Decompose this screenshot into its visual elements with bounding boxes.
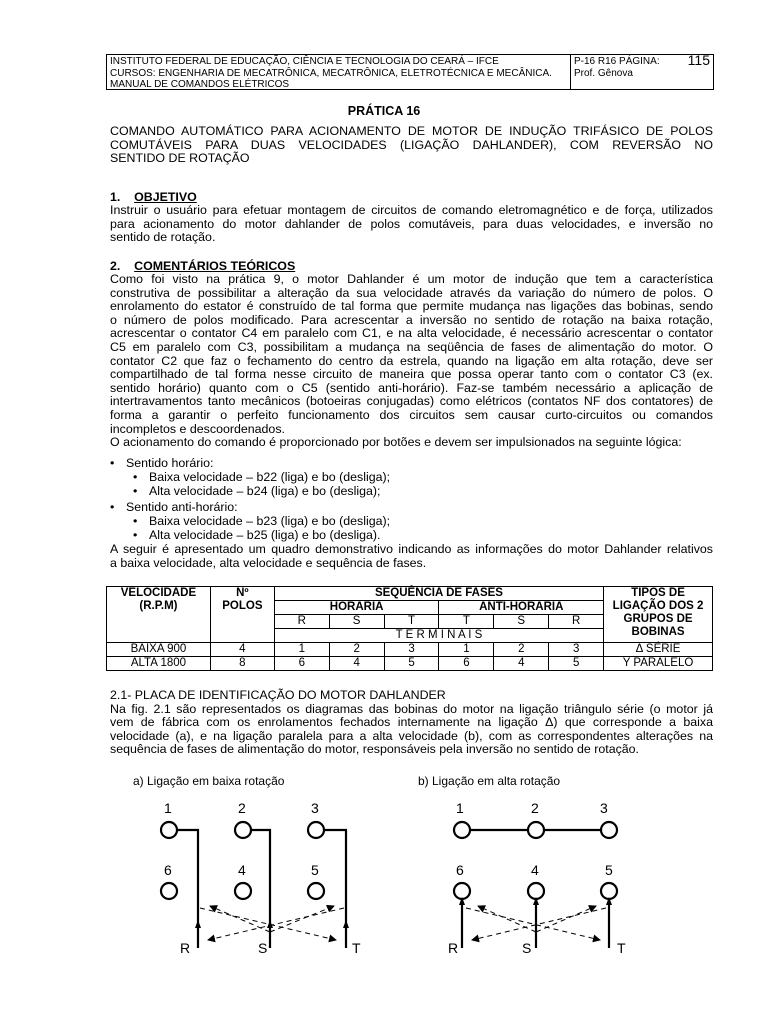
- paragraph-line: A seguir é apresentado um quadro demonstrativo indicando as informações do motor Dahlander relativos: [110, 542, 713, 556]
- table-cell: 3: [384, 643, 439, 657]
- terminal-circle: [528, 883, 544, 899]
- section-number: 2.: [110, 259, 121, 273]
- terminal-label: 2: [238, 800, 246, 816]
- terminal-label: 6: [456, 862, 464, 878]
- paragraph-line: enrolamento do estator é construído de tal forma que permite mudança nas ligações das bobinas, sendo: [110, 299, 713, 314]
- header-text: POLOS: [222, 600, 263, 612]
- terminal-label: 5: [311, 862, 319, 878]
- header-sequencia: SEQUÊNCIA DE FASES: [274, 587, 603, 601]
- paragraph-line: construtiva de possibilitar a alteração da sua velocidade através da variação do número de polos. O: [110, 285, 713, 300]
- table-cell: 5: [549, 657, 604, 671]
- subtitle-line: SENTIDO DE ROTAÇÃO: [110, 151, 250, 166]
- paragraph-line: forma a garantir o perfeito funcionamento dos circuitos sem causar curto-circuitos ou comandos: [110, 407, 713, 422]
- paragraph-line: sentido de rotação.: [110, 230, 216, 245]
- terminal-circle: [528, 822, 544, 838]
- list-item: • Baixa velocidade – b23 (liga) e bo (desliga);: [133, 515, 390, 529]
- terminal-label: 1: [164, 800, 172, 816]
- terminal-label: 3: [311, 800, 319, 816]
- header-text: TIPOS DE: [631, 587, 685, 599]
- terminal-label: 4: [238, 862, 246, 878]
- terminal-circle: [235, 822, 251, 838]
- table-cell: 4: [494, 657, 549, 671]
- table-cell: 6: [274, 657, 329, 671]
- phase-cell: T: [384, 615, 439, 629]
- institution-line: INSTITUTO FEDERAL DE EDUCAÇÃO, CIÊNCIA E TECNOLOGIA DO CEARÁ – IFCE: [110, 56, 499, 67]
- table-cell: 3: [549, 643, 604, 657]
- table-cell: 1: [439, 643, 494, 657]
- paragraph-line: contator C2 que faz o fechamento do centro da estrela, quando na ligação em alta rotação, deve ser: [110, 353, 713, 368]
- document-code: P-16 R16 PÁGINA:: [574, 56, 660, 67]
- phase-cell: S: [494, 615, 549, 629]
- list-item: • Alta velocidade – b24 (liga) e bo (desliga);: [133, 485, 390, 499]
- courses-line: CURSOS: ENGENHARIA DE MECATRÔNICA, MECATRÔNICA, ELETROTÉCNICA E MECÂNICA.: [110, 67, 552, 79]
- header-text: LIGAÇÃO DOS 2: [612, 600, 704, 612]
- feed-line-t: [324, 830, 346, 948]
- terminal-circle: [454, 883, 470, 899]
- terminal-circle: [235, 883, 251, 899]
- paragraph-line: para acionamento do motor dahlander de polos comutáveis, para duas velocidades, e inversão no: [110, 216, 713, 231]
- list-item: • Sentido horário:: [110, 457, 213, 471]
- paragraph-line: Instruir o usuário para efetuar montagem de circuitos de comando eletromagnético e de força, utilizados: [110, 203, 713, 217]
- table-cell: 2: [494, 643, 549, 657]
- table-cell: 4: [210, 643, 274, 657]
- terminal-circle: [454, 822, 470, 838]
- paragraph-line: O acionamento do comando é proporcionado por botões e devem ser impulsionados na seguinte lógica:: [110, 435, 682, 450]
- terminal-label: 2: [531, 800, 539, 816]
- phase-label: R: [180, 940, 191, 956]
- terminal-circle: [161, 822, 177, 838]
- table-cell: ALTA 1800: [107, 657, 211, 671]
- phase-cell: T: [439, 615, 494, 629]
- paragraph-line: o número de polos modificado. Para acrescentar a inversão no sentido de rotação na baixa rotação,: [110, 312, 713, 327]
- table-cell: 1: [274, 643, 329, 657]
- paragraph-line: incompletos e descoordenados.: [110, 421, 285, 436]
- paragraph-line: intertravamentos tanto mecânicos (botoeiras conjugadas) como elétricos (contatos NF dos contatores) de: [110, 394, 713, 409]
- figure-a-label: a) Ligação em baixa rotação: [133, 774, 285, 788]
- terminal-label: 4: [531, 862, 539, 878]
- header-horaria: HORARIA: [274, 601, 439, 615]
- terminal-label: 3: [600, 800, 608, 816]
- phase-cell: S: [329, 615, 384, 629]
- paragraph-line: sentido horário) quanto com o C5 (sentido anti-horário). Faz-se também necessário a aplicação de: [110, 380, 713, 395]
- terminal-circle: [308, 822, 324, 838]
- paragraph-line: velocidade (a), e na ligação paralela para a alta velocidade (b), com as correspondentes alterações na: [110, 728, 713, 743]
- phase-label: T: [617, 940, 626, 956]
- table-cell: BAIXA 900: [107, 643, 211, 657]
- author: Prof. Gênova: [574, 67, 633, 79]
- paragraph-line: acrescentar o contator C4 em paralelo com C1, e na alta velocidade, é necessário acrescentar o contator: [110, 326, 713, 341]
- section-title: COMENTÁRIOS TEÓRICOS: [134, 259, 296, 273]
- table-cell: Δ SÉRIE: [604, 643, 713, 657]
- figure-b-label: b) Ligação em alta rotação: [418, 774, 561, 788]
- terminal-circle: [308, 883, 324, 899]
- terminal-label: 5: [605, 862, 613, 878]
- terminal-label: 1: [456, 800, 464, 816]
- subtitle-line: COMUTÁVEIS PARA DUAS VELOCIDADES (LIGAÇÃO DAHLANDER), COM REVERSÃO NO: [110, 137, 713, 152]
- terminal-circle: [601, 883, 617, 899]
- table-cell: 6: [439, 657, 494, 671]
- page-title: PRÁTICA 16: [347, 104, 421, 118]
- section-title: OBJETIVO: [134, 190, 197, 204]
- phase-label: S: [258, 940, 268, 956]
- paragraph-line: compartilhado de tal forma nesse circuito de maneira que possa operar tanto com o contator C3 (ex.: [110, 367, 713, 382]
- list-item: • Baixa velocidade – b22 (liga) e bo (desliga);: [133, 471, 390, 485]
- paragraph-line: vem de fábrica com os enrolamentos fechados internamente na ligação Δ) que corresponde a baixa: [110, 715, 713, 730]
- terminal-label: 6: [164, 862, 172, 878]
- paragraph-line: C5 em paralelo com C3, possibilitam a mudança na seqüência de fases de alimentação do motor. O: [110, 339, 713, 354]
- header-text: BOBINAS: [631, 626, 685, 638]
- paragraph-line: Como foi visto na prática 9, o motor Dahlander é um motor de indução que tem a característica: [110, 272, 713, 286]
- list-item: • Alta velocidade – b25 (liga) e bo (desliga).: [133, 529, 390, 543]
- manual-line: MANUAL DE COMANDOS ELÉTRICOS: [110, 79, 290, 89]
- terminal-circle: [161, 883, 177, 899]
- terminais-cell: T E R M I N A I S: [274, 629, 603, 643]
- header-text: GRUPOS DE: [623, 613, 693, 625]
- paragraph-line: sequência de fases de alimentação do motor, responsáveis pela inversão no sentido de rotação.: [110, 742, 640, 757]
- table-cell: 5: [384, 657, 439, 671]
- header-text: VELOCIDADE: [120, 587, 197, 599]
- subtitle-line: COMANDO AUTOMÁTICO PARA ACIONAMENTO DE MOTOR DE INDUÇÃO TRIFÁSICO DE POLOS: [110, 124, 713, 138]
- feed-line-r: [177, 830, 198, 948]
- header-anti-horaria: ANTI-HORARIA: [439, 601, 604, 615]
- phase-label: R: [448, 940, 459, 956]
- table-cell: 8: [210, 657, 274, 671]
- table-cell: 2: [329, 643, 384, 657]
- paragraph-line: a baixa velocidade, alta velocidade e sequência de fases.: [110, 555, 427, 570]
- page-number: 115: [687, 52, 710, 68]
- header-text: (R.P.M): [139, 600, 178, 612]
- section-title: 2.1- PLACA DE IDENTIFICAÇÃO DO MOTOR DAHLANDER: [110, 688, 446, 702]
- phase-label: S: [522, 940, 532, 956]
- table-cell: 4: [329, 657, 384, 671]
- phase-cell: R: [274, 615, 329, 629]
- header-text: Nº: [236, 587, 249, 599]
- phase-cell: R: [549, 615, 604, 629]
- terminal-circle: [601, 822, 617, 838]
- phase-label: T: [352, 940, 361, 956]
- list-item: • Sentido anti-horário:: [110, 501, 238, 515]
- paragraph-line: Na fig. 2.1 são representados os diagramas das bobinas do motor na ligação triângulo série (o motor já: [110, 701, 713, 716]
- section-number: 1.: [110, 190, 121, 204]
- table-cell: Y PARALELO: [604, 657, 713, 671]
